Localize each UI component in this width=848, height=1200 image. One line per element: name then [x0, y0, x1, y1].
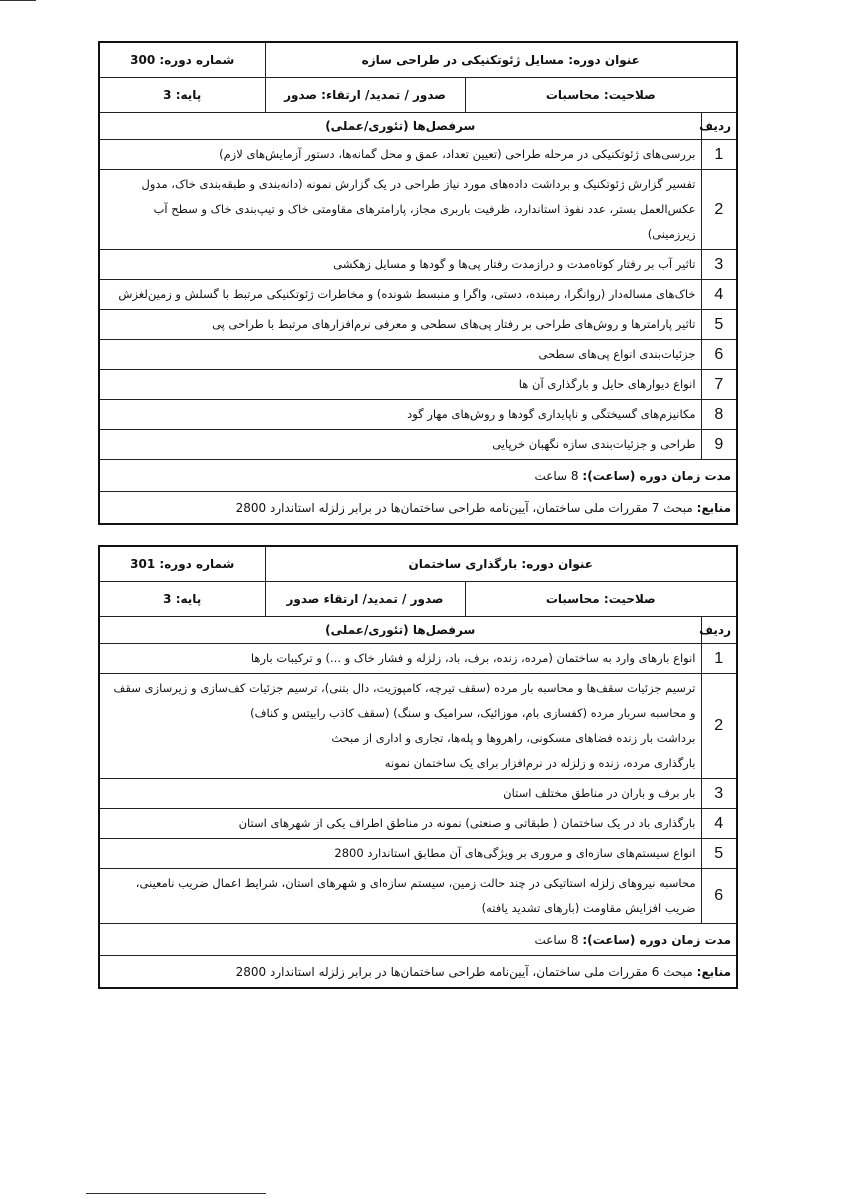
topic-number: 1: [701, 140, 737, 170]
topic-number: 9: [701, 430, 737, 460]
topic-row: [99, 779, 737, 809]
topic-number: 2: [701, 170, 737, 250]
sources-label: منابع:: [696, 964, 731, 979]
topic-row: [99, 400, 737, 430]
course-number: 300: [130, 53, 156, 67]
issue-type: صدور / تمدید/ ارتقاء: صدور: [265, 78, 465, 113]
course-table-300: [98, 41, 738, 525]
course-number-cell: [99, 42, 265, 78]
sources-cell: [99, 956, 737, 989]
topic-number: 7: [701, 370, 737, 400]
duration-row: [99, 924, 737, 956]
topic-number: 3: [701, 250, 737, 280]
topic-text: خاک‌های مساله‌دار (روانگرا، رمبنده، دستی، واگرا و منبسط شونده) و مخاطرات ژئوتکنیکی مرتبط با گسلش و زمین‌لغزش: [99, 280, 701, 310]
topic-row: [99, 809, 737, 839]
competency: محاسبات: [545, 592, 600, 606]
sources-row: [99, 492, 737, 525]
row-number-header: ردیف: [701, 113, 737, 140]
topic-text: محاسبه نیروهای زلزله استاتیکی در چند حالت زمین، سیستم سازه‌ای و شهرهای استان، شرایط اعمال ضریب نامعینی، ضریب افزایش مقاومت (بارهای تشدید یافته): [99, 869, 701, 924]
topic-number: 3: [701, 779, 737, 809]
competency-cell: [465, 78, 737, 113]
topic-row: [99, 340, 737, 370]
topic-text: بارگذاری باد در یک ساختمان ( طبقاتی و صنعتی) نمونه در مناطق اطراف یکی از شهرهای استان: [99, 809, 701, 839]
row-number-header: ردیف: [701, 617, 737, 644]
competency-label: صلاحیت:: [603, 592, 656, 606]
duration-row: [99, 460, 737, 492]
course-meta-row: [99, 582, 737, 617]
topic-row: [99, 310, 737, 340]
sources: مبحث 7 مقررات ملی ساختمان، آیین‌نامه طراحی ساختمان‌ها در برابر زلزله استاندارد 2800: [235, 500, 693, 515]
topic-text: مکانیزم‌های گسیختگی و ناپایداری گودها و روش‌های مهار گود: [99, 400, 701, 430]
topic-row: [99, 869, 737, 924]
sources-label: منابع:: [696, 500, 732, 515]
competency: محاسبات: [545, 88, 600, 102]
level-cell: [99, 582, 265, 617]
duration-label: مدت زمان دوره (ساعت):: [582, 932, 731, 947]
duration-cell: [99, 924, 737, 956]
competency-cell: [465, 582, 737, 617]
level: 3: [163, 592, 172, 606]
topic-row: [99, 280, 737, 310]
topic-number: 5: [701, 839, 737, 869]
topic-row: [99, 170, 737, 250]
topic-text: تفسیر گزارش ژئوتکنیک و برداشت داده‌های مورد نیاز طراحی در یک گزارش نمونه (دانه‌بندی و طبقه‌بندی خاک، مدول عکس‌العمل بستر، عدد نفوذ استاندارد، ظرفیت باربری مجاز، پارامترهای مقاومتی خاک و تیپ‌بندی خاک و سطح آب زیرزمینی): [99, 170, 701, 250]
sources-row: [99, 956, 737, 989]
topic-number: 4: [701, 280, 737, 310]
topic-text: جزئیات‌بندی انواع پی‌های سطحی: [99, 340, 701, 370]
course-header-row: [99, 42, 737, 78]
topic-row: [99, 430, 737, 460]
sources: مبحث 6 مقررات ملی ساختمان، آیین‌نامه طراحی ساختمان‌ها در برابر زلزله استاندارد 2800: [235, 964, 693, 979]
topics-header: سرفصل‌ها (تئوری/عملی): [99, 617, 701, 644]
topics-header-row: [99, 113, 737, 140]
topics-header: سرفصل‌ها (تئوری/عملی): [99, 113, 701, 140]
topic-text: بررسی‌های ژئوتکنیکی در مرحله طراحی (تعیین تعداد، عمق و محل گمانه‌ها، دستور آزمایش‌های لازم): [99, 140, 701, 170]
topic-number: 2: [701, 674, 737, 779]
duration-label: مدت زمان دوره (ساعت):: [582, 468, 732, 483]
scan-mark: [86, 1193, 266, 1194]
topic-number: 4: [701, 809, 737, 839]
duration-cell: [99, 460, 737, 492]
topic-row: [99, 140, 737, 170]
topic-number: 1: [701, 644, 737, 674]
sources-cell: [99, 492, 737, 525]
topic-text: طراحی و جزئیات‌بندی سازه نگهبان خرپایی: [99, 430, 701, 460]
course-header-row: [99, 546, 737, 582]
topic-row: [99, 839, 737, 869]
course-title: مسایل ژئوتکنیکی در طراحی سازه: [361, 53, 565, 67]
level-label: پایه:: [175, 592, 202, 606]
course-title-cell: [265, 546, 737, 582]
course-number-label: شماره دوره:: [159, 53, 235, 67]
course-meta-row: [99, 78, 737, 113]
topic-text: تاثیر پارامترها و روش‌های طراحی بر رفتار پی‌های سطحی و معرفی نرم‌افزارهای مرتبط با طراحی پی: [99, 310, 701, 340]
topic-number: 5: [701, 310, 737, 340]
course-title: بارگذاری ساختمان: [408, 557, 518, 571]
topic-row: [99, 674, 737, 779]
level: 3: [163, 88, 172, 102]
course-number: 301: [130, 557, 156, 571]
topic-number: 8: [701, 400, 737, 430]
competency-label: صلاحیت:: [603, 88, 656, 102]
issue-type: صدور / تمدید/ ارتقاء صدور: [265, 582, 465, 617]
course-title-cell: [265, 42, 737, 78]
course-number-label: شماره دوره:: [159, 557, 235, 571]
topics-header-row: [99, 617, 737, 644]
level-label: پایه:: [175, 88, 202, 102]
course-title-label: عنوان دوره:: [521, 557, 593, 571]
topic-row: [99, 370, 737, 400]
topic-text: انواع بارهای وارد به ساختمان (مرده، زنده، برف، باد، زلزله و فشار خاک و ...) و ترکیبات بارها: [99, 644, 701, 674]
scan-mark: [0, 0, 36, 1]
topic-text: انواع دیوارهای حایل و بارگذاری آن ها: [99, 370, 701, 400]
duration: 8 ساعت: [534, 932, 579, 947]
duration: 8 ساعت: [534, 468, 579, 483]
topic-number: 6: [701, 340, 737, 370]
topic-row: [99, 644, 737, 674]
topic-text: تاثیر آب بر رفتار کوتاه‌مدت و درازمدت رفتار پی‌ها و گودها و مسایل زهکشی: [99, 250, 701, 280]
topic-text: ترسیم جزئیات سقف‌ها و محاسبه بار مرده (سقف تیرچه، کامپوزیت، دال بتنی)، ترسیم جزئیات کف‌سازی و زیرسازی سقف و محاسبه سربار مرده (کفسازی بام، موزائیک، سرامیک و سنگ) (سقف کاذب رابیتس و کناف) برداشت بار زنده فضاهای مسکونی، راهروها و پله‌ها، تجاری و اداری از مبحث بارگذاری مرده، زنده و زلزله در نرم‌افزار برای یک ساختمان نمونه: [99, 674, 701, 779]
topic-text: انواع سیستم‌های سازه‌ای و مروری بر ویژگی‌های آن مطابق استاندارد 2800: [99, 839, 701, 869]
topic-text: بار برف و باران در مناطق مختلف استان: [99, 779, 701, 809]
course-number-cell: [99, 546, 265, 582]
topic-number: 6: [701, 869, 737, 924]
level-cell: [99, 78, 265, 113]
course-title-label: عنوان دوره:: [568, 53, 640, 67]
topic-row: [99, 250, 737, 280]
course-table-301: [98, 545, 738, 989]
